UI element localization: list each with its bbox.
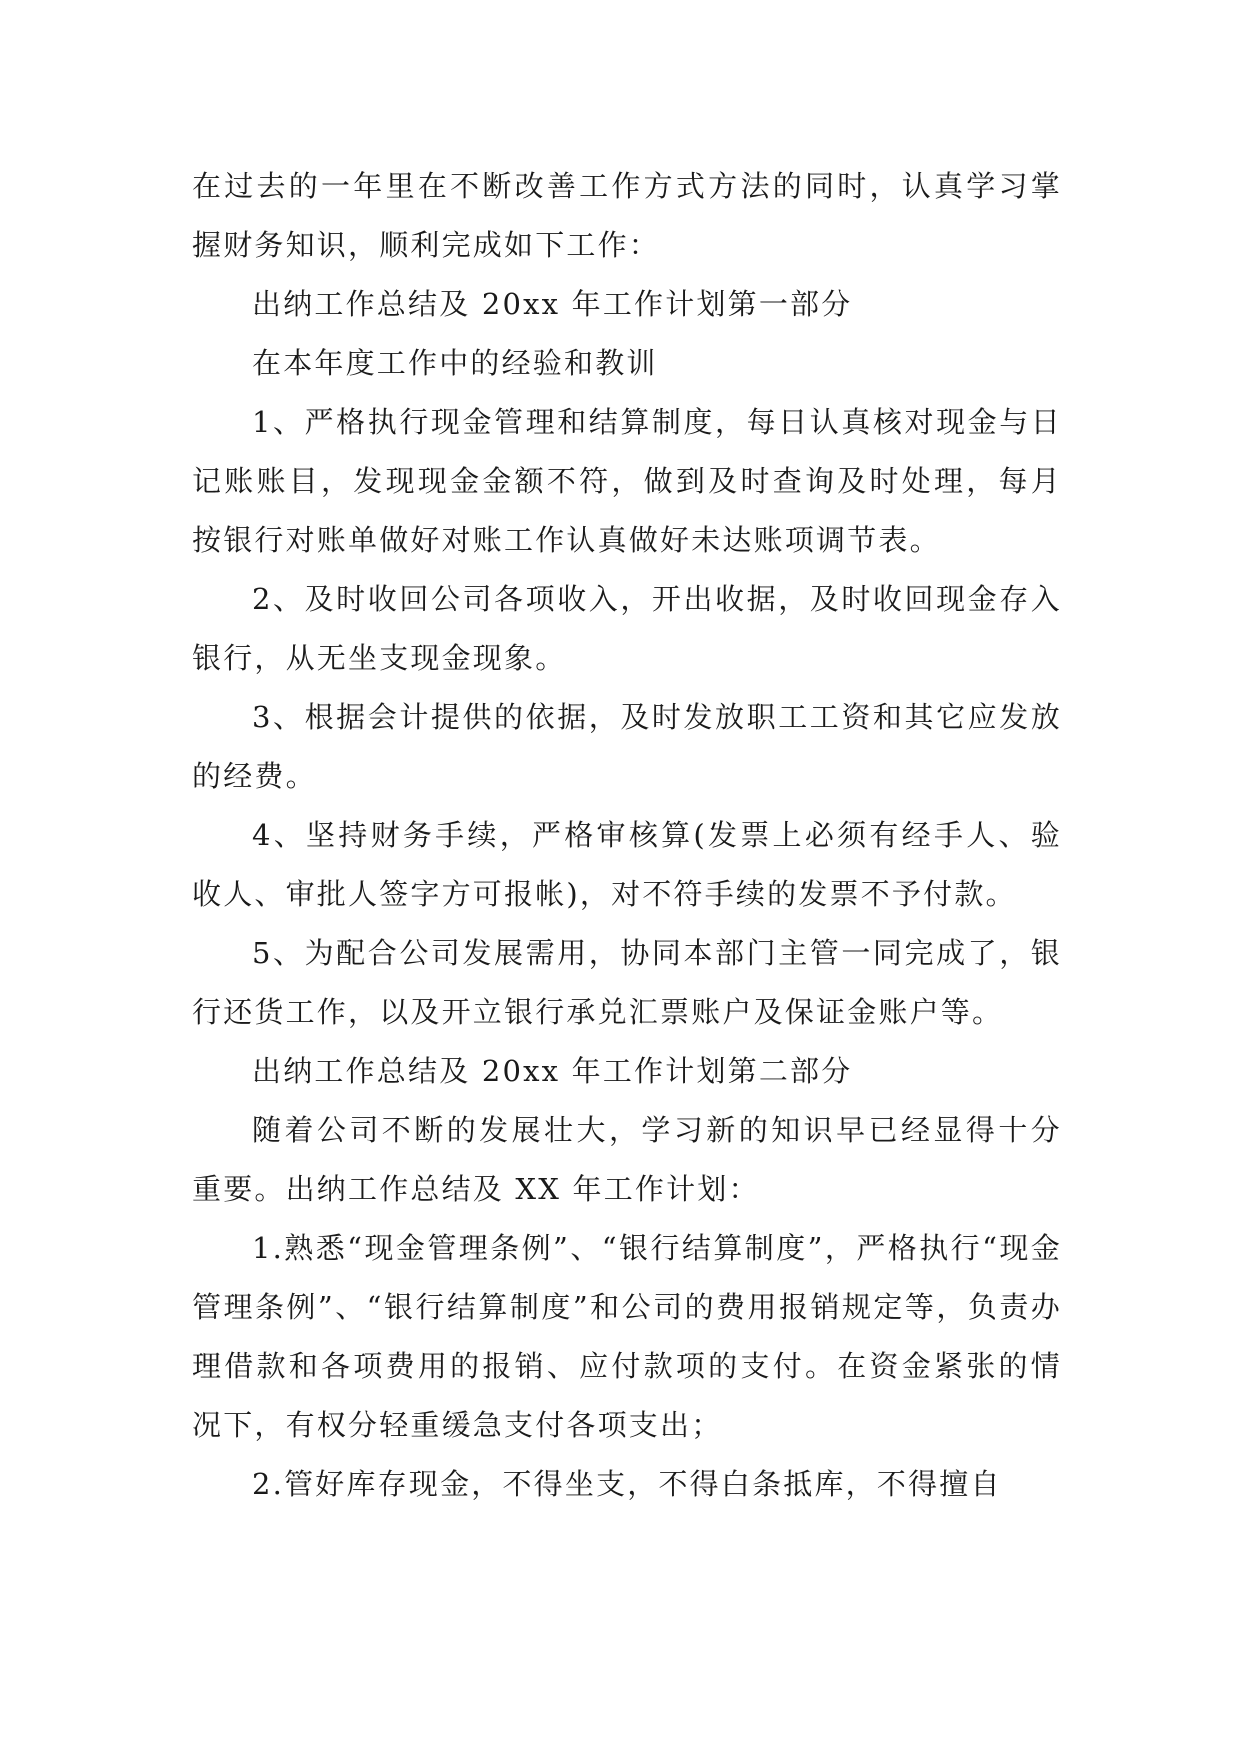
heading-part-two: 出纳工作总结及 20xx 年工作计划第二部分	[252, 1054, 853, 1088]
list-item-4: 4、坚持财务手续，严格审核算(发票上必须有经手人、验收人、审批人签字方可报帐)，对不符手续的发票不予付款。	[192, 818, 1062, 911]
paragraph-intro: 在过去的一年里在不断改善工作方式方法的同时，认真学习掌握财务知识，顺利完成如下工作：	[192, 169, 1062, 262]
heading-part-one: 出纳工作总结及 20xx 年工作计划第一部分	[252, 287, 853, 321]
list-item-3: 3、根据会计提供的依据，及时发放职工工资和其它应发放的经费。	[192, 700, 1062, 793]
plan-item-2: 2.管好库存现金，不得坐支，不得白条抵库，不得擅自	[252, 1467, 1002, 1501]
paragraph-part-two-intro: 随着公司不断的发展壮大，学习新的知识早已经显得十分重要。出纳工作总结及 XX 年工作计划：	[192, 1113, 1062, 1206]
list-item-1: 1、严格执行现金管理和结算制度，每日认真核对现金与日记账账目，发现现金金额不符，做到及时查询及时处理，每月按银行对账单做好对账工作认真做好未达账项调节表。	[192, 405, 1062, 557]
list-item-2: 2、及时收回公司各项收入，开出收据，及时收回现金存入银行，从无坐支现金现象。	[192, 582, 1062, 675]
subheading-experience: 在本年度工作中的经验和教训	[252, 346, 658, 380]
plan-item-1: 1.熟悉“现金管理条例”、“银行结算制度”，严格执行“现金管理条例”、“银行结算制度”和公司的费用报销规定等，负责办理借款和各项费用的报销、应付款项的支付。在资金紧张的情况下，有权分轻重缓急支付各项支出；	[192, 1231, 1062, 1442]
list-item-5: 5、为配合公司发展需用，协同本部门主管一同完成了，银行还货工作，以及开立银行承兑汇票账户及保证金账户等。	[192, 936, 1062, 1029]
document-body	[192, 157, 1062, 1514]
